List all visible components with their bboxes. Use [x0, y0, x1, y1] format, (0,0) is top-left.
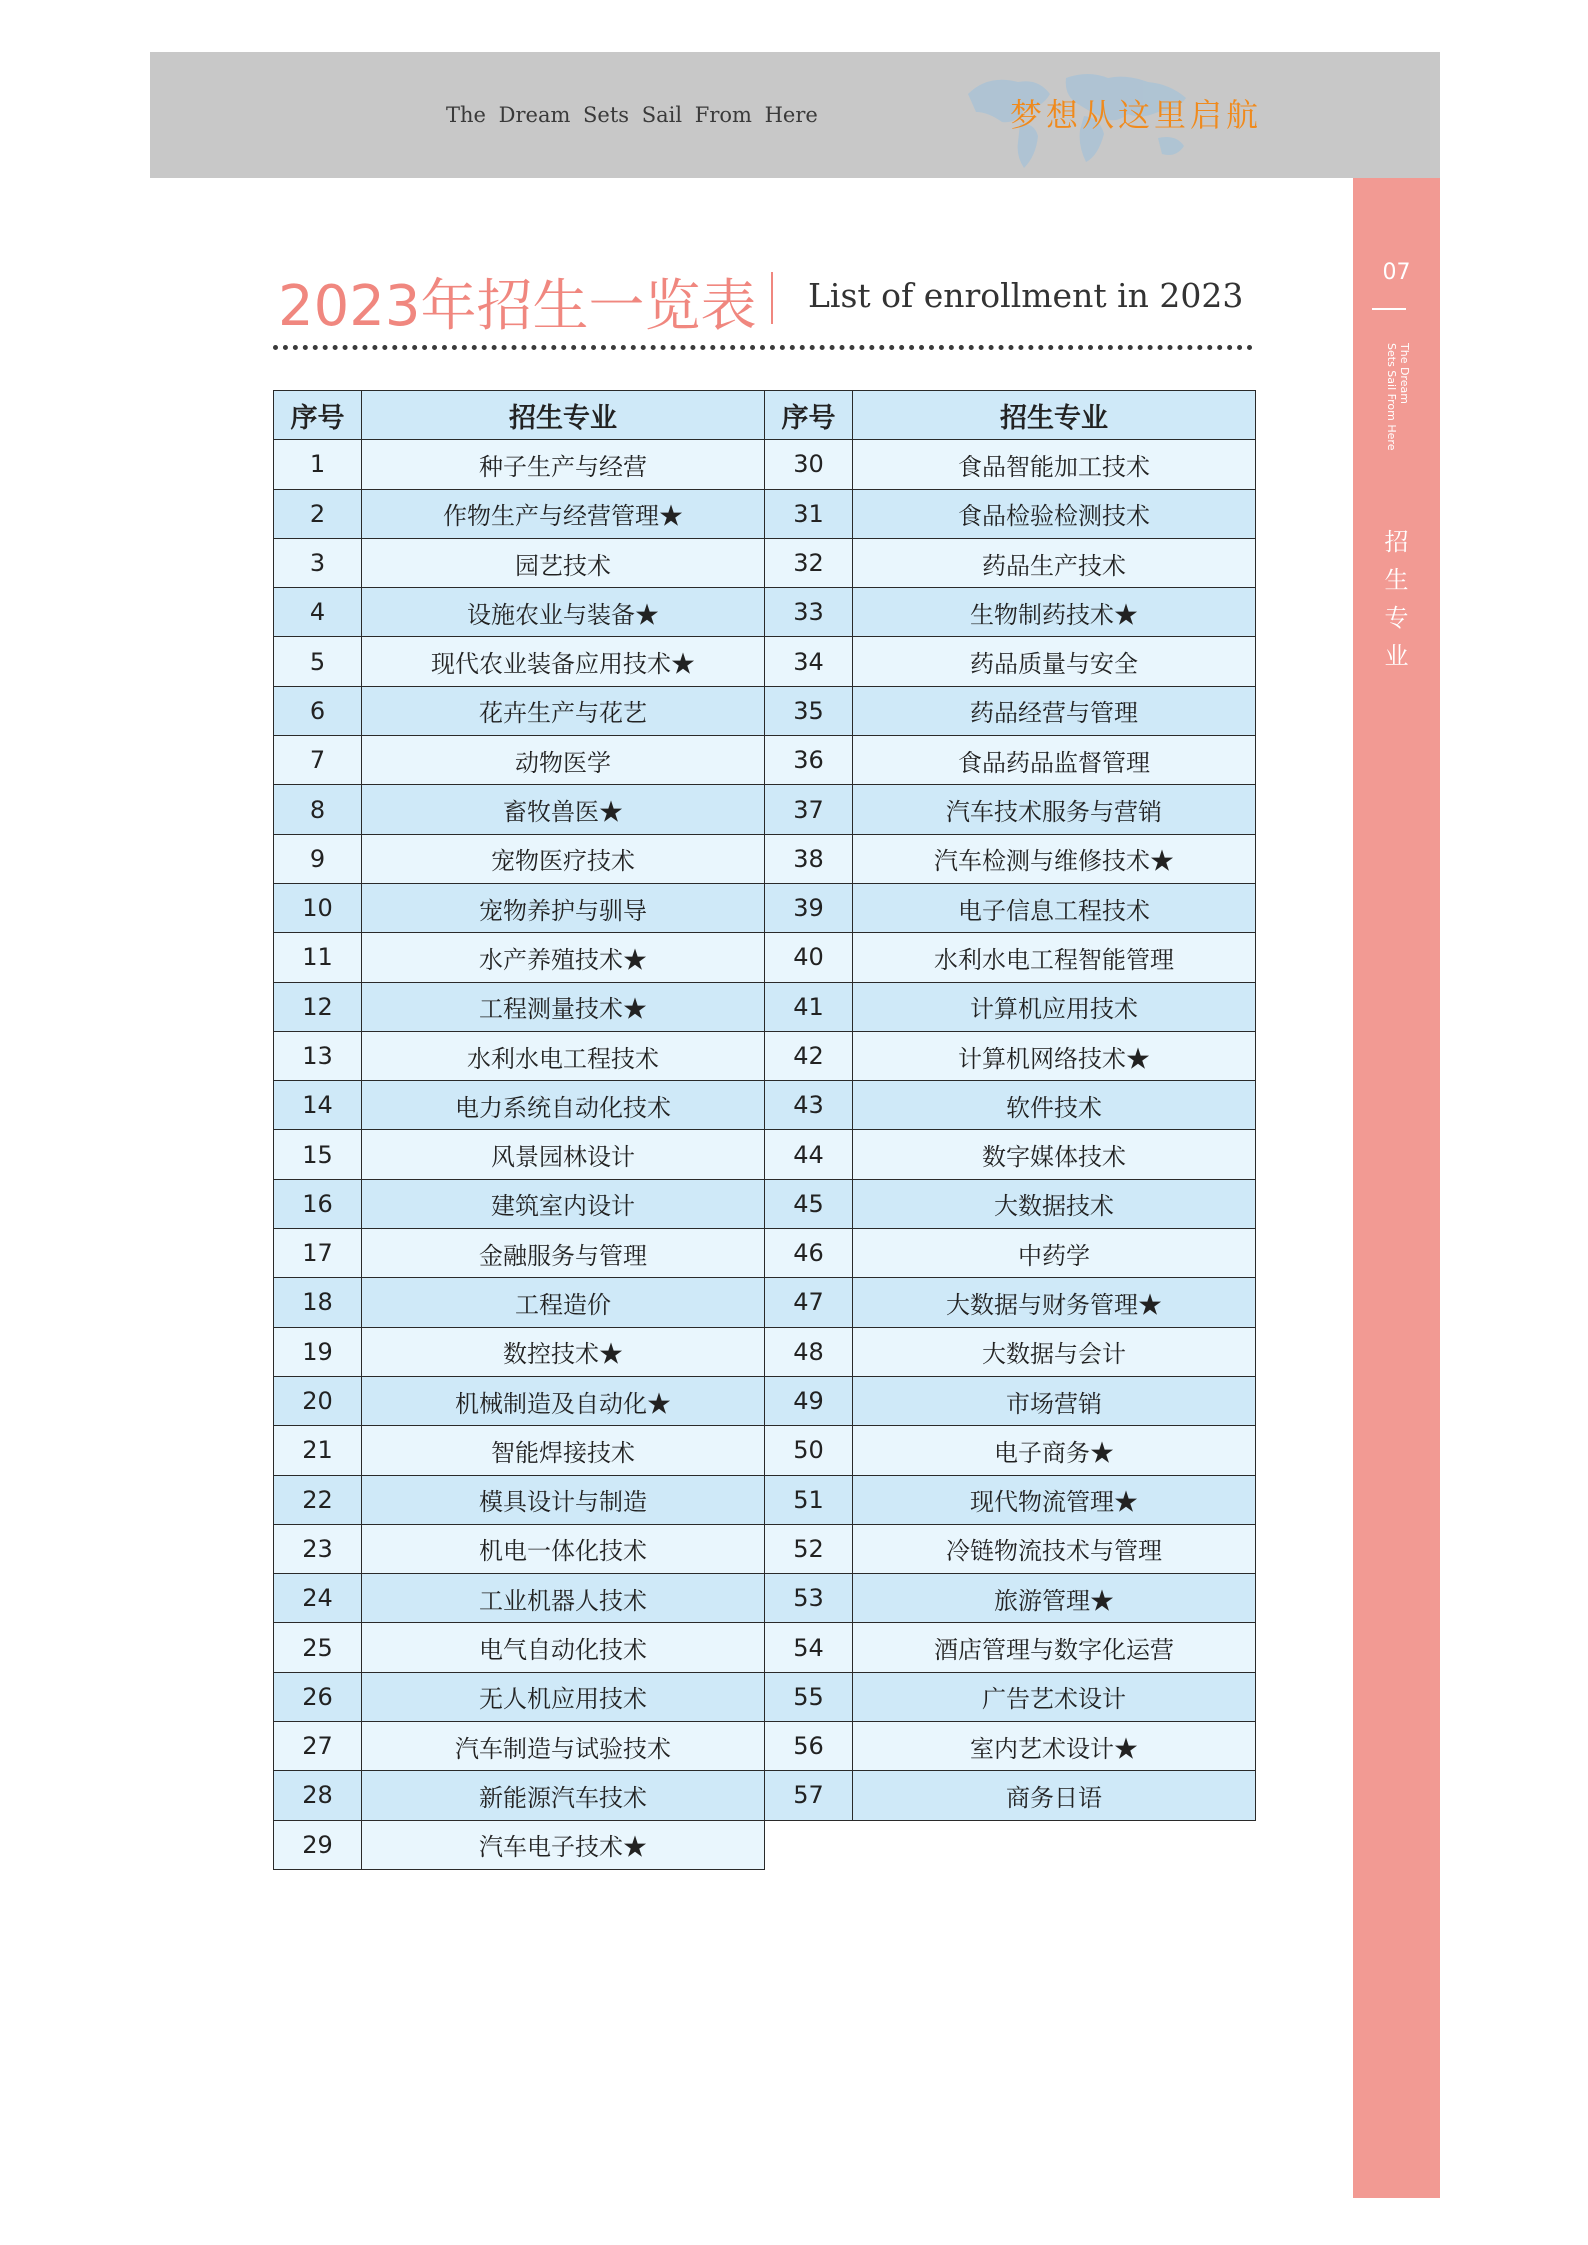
- table-row: [765, 686, 1256, 735]
- table-row: [765, 785, 1256, 834]
- sidebar: [1353, 178, 1440, 2198]
- row-number: 38: [765, 834, 853, 883]
- table-row: [765, 1672, 1256, 1721]
- major-name: 食品检验检测技术: [853, 489, 1256, 538]
- header-major: 招生专业: [853, 391, 1256, 440]
- row-number: 6: [274, 686, 362, 735]
- row-number: 18: [274, 1278, 362, 1327]
- row-number: 39: [765, 883, 853, 932]
- row-number: 53: [765, 1574, 853, 1623]
- major-name: 室内艺术设计★: [853, 1722, 1256, 1771]
- row-number: 37: [765, 785, 853, 834]
- table-row: [765, 538, 1256, 587]
- major-name: 数字媒体技术: [853, 1130, 1256, 1179]
- table-row: [274, 736, 765, 785]
- section-char: 招: [1384, 528, 1409, 556]
- table-row: [274, 1327, 765, 1376]
- row-number: 27: [274, 1722, 362, 1771]
- table-row: [765, 1623, 1256, 1672]
- major-name: 作物生产与经营管理★: [362, 489, 765, 538]
- table-row: [765, 933, 1256, 982]
- major-name: 机电一体化技术: [362, 1524, 765, 1573]
- row-number: 47: [765, 1278, 853, 1327]
- major-name: 园艺技术: [362, 538, 765, 587]
- row-number: 13: [274, 1031, 362, 1080]
- section-char: 业: [1384, 642, 1409, 670]
- table-row: [274, 440, 765, 489]
- table-row: [765, 440, 1256, 489]
- row-number: 15: [274, 1130, 362, 1179]
- table-row: [765, 637, 1256, 686]
- table-row: [274, 1179, 765, 1228]
- page-title-cn: 2023年招生一览表: [278, 274, 757, 339]
- major-name: 市场营销: [853, 1376, 1256, 1425]
- table-row: [274, 834, 765, 883]
- header-slogan-cn: 梦想从这里启航: [1010, 96, 1263, 134]
- table-row: [274, 933, 765, 982]
- page-title-en: List of enrollment in 2023: [808, 276, 1244, 315]
- table-row: [274, 1130, 765, 1179]
- table-row: [274, 1278, 765, 1327]
- row-number: 40: [765, 933, 853, 982]
- major-name: 计算机网络技术★: [853, 1031, 1256, 1080]
- major-name: 无人机应用技术: [362, 1672, 765, 1721]
- row-number: 8: [274, 785, 362, 834]
- table-row: [274, 1672, 765, 1721]
- section-char: 专: [1384, 604, 1409, 632]
- row-number: 43: [765, 1081, 853, 1130]
- row-number: 30: [765, 440, 853, 489]
- row-number: 34: [765, 637, 853, 686]
- title-separator: [771, 272, 773, 324]
- major-name: 旅游管理★: [853, 1574, 1256, 1623]
- major-name: 大数据技术: [853, 1179, 1256, 1228]
- major-name: 风景园林设计: [362, 1130, 765, 1179]
- table-row: [765, 736, 1256, 785]
- row-number: 46: [765, 1229, 853, 1278]
- major-name: 宠物医疗技术: [362, 834, 765, 883]
- row-number: 11: [274, 933, 362, 982]
- major-name: 汽车检测与维修技术★: [853, 834, 1256, 883]
- table-row: [274, 883, 765, 932]
- table-row: [274, 982, 765, 1031]
- row-number: 20: [274, 1376, 362, 1425]
- table-row: [765, 489, 1256, 538]
- table-row: [274, 785, 765, 834]
- table-row: [274, 1081, 765, 1130]
- table-row: [765, 1327, 1256, 1376]
- row-number: 51: [765, 1475, 853, 1524]
- major-name: 中药学: [853, 1229, 1256, 1278]
- page-number: 07: [1382, 260, 1411, 285]
- major-name: 建筑室内设计: [362, 1179, 765, 1228]
- major-name: 食品智能加工技术: [853, 440, 1256, 489]
- section-char: 生: [1384, 566, 1409, 594]
- major-name: 药品质量与安全: [853, 637, 1256, 686]
- major-name: 新能源汽车技术: [362, 1771, 765, 1820]
- major-name: 智能焊接技术: [362, 1426, 765, 1475]
- row-number: 45: [765, 1179, 853, 1228]
- table-row: [274, 1031, 765, 1080]
- major-name: 广告艺术设计: [853, 1672, 1256, 1721]
- major-name: 药品经营与管理: [853, 686, 1256, 735]
- table-row: [274, 1623, 765, 1672]
- row-number: 16: [274, 1179, 362, 1228]
- major-name: 水产养殖技术★: [362, 933, 765, 982]
- row-number: 50: [765, 1426, 853, 1475]
- major-name: 工程造价: [362, 1278, 765, 1327]
- sidebar-section-title: [1353, 523, 1440, 675]
- row-number: 57: [765, 1771, 853, 1820]
- table-row: [274, 1376, 765, 1425]
- header-number: 序号: [274, 391, 362, 440]
- major-name: 工程测量技术★: [362, 982, 765, 1031]
- sidebar-tagline-line2: Sets Sail From Here: [1385, 343, 1398, 451]
- row-number: 14: [274, 1081, 362, 1130]
- row-number: 10: [274, 883, 362, 932]
- row-number: 31: [765, 489, 853, 538]
- table-header-row: [765, 391, 1256, 440]
- table-row: [274, 489, 765, 538]
- major-name: 商务日语: [853, 1771, 1256, 1820]
- row-number: 4: [274, 588, 362, 637]
- table-row: [765, 1081, 1256, 1130]
- major-name: 花卉生产与花艺: [362, 686, 765, 735]
- enrollment-table-left: [273, 390, 765, 1870]
- row-number: 29: [274, 1820, 362, 1869]
- row-number: 1: [274, 440, 362, 489]
- table-row: [765, 883, 1256, 932]
- row-number: 41: [765, 982, 853, 1031]
- row-number: 32: [765, 538, 853, 587]
- row-number: 56: [765, 1722, 853, 1771]
- table-row: [765, 1574, 1256, 1623]
- major-name: 汽车制造与试验技术: [362, 1722, 765, 1771]
- row-number: 7: [274, 736, 362, 785]
- table-row: [765, 1278, 1256, 1327]
- table-row: [274, 686, 765, 735]
- row-number: 33: [765, 588, 853, 637]
- row-number: 36: [765, 736, 853, 785]
- table-row: [274, 1820, 765, 1869]
- header-major: 招生专业: [362, 391, 765, 440]
- row-number: 25: [274, 1623, 362, 1672]
- row-number: 26: [274, 1672, 362, 1721]
- major-name: 酒店管理与数字化运营: [853, 1623, 1256, 1672]
- major-name: 水利水电工程智能管理: [853, 933, 1256, 982]
- row-number: 17: [274, 1229, 362, 1278]
- row-number: 52: [765, 1524, 853, 1573]
- table-row: [274, 1574, 765, 1623]
- table-row: [765, 834, 1256, 883]
- major-name: 模具设计与制造: [362, 1475, 765, 1524]
- row-number: 28: [274, 1771, 362, 1820]
- row-number: 42: [765, 1031, 853, 1080]
- row-number: 5: [274, 637, 362, 686]
- table-row: [274, 1426, 765, 1475]
- row-number: 54: [765, 1623, 853, 1672]
- major-name: 工业机器人技术: [362, 1574, 765, 1623]
- table-row: [274, 1524, 765, 1573]
- row-number: 9: [274, 834, 362, 883]
- major-name: 畜牧兽医★: [362, 785, 765, 834]
- row-number: 55: [765, 1672, 853, 1721]
- table-row: [274, 588, 765, 637]
- table-row: [765, 1524, 1256, 1573]
- table-row: [765, 1376, 1256, 1425]
- major-name: 冷链物流技术与管理: [853, 1524, 1256, 1573]
- major-name: 电气自动化技术: [362, 1623, 765, 1672]
- enrollment-table-right: [764, 390, 1256, 1821]
- major-name: 机械制造及自动化★: [362, 1376, 765, 1425]
- dotted-divider: [273, 345, 1253, 350]
- table-row: [765, 1130, 1256, 1179]
- table-row: [765, 982, 1256, 1031]
- row-number: 44: [765, 1130, 853, 1179]
- major-name: 宠物养护与驯导: [362, 883, 765, 932]
- table-row: [765, 1771, 1256, 1820]
- major-name: 电子商务★: [853, 1426, 1256, 1475]
- major-name: 现代农业装备应用技术★: [362, 637, 765, 686]
- major-name: 设施农业与装备★: [362, 588, 765, 637]
- sidebar-tagline-line1: The Dream: [1398, 343, 1411, 404]
- table-row: [274, 1229, 765, 1278]
- table-row: [765, 1475, 1256, 1524]
- major-name: 金融服务与管理: [362, 1229, 765, 1278]
- major-name: 现代物流管理★: [853, 1475, 1256, 1524]
- major-name: 计算机应用技术: [853, 982, 1256, 1031]
- row-number: 48: [765, 1327, 853, 1376]
- header-number: 序号: [765, 391, 853, 440]
- row-number: 19: [274, 1327, 362, 1376]
- major-name: 食品药品监督管理: [853, 736, 1256, 785]
- table-row: [274, 1722, 765, 1771]
- header-slogan-en: The Dream Sets Sail From Here: [446, 103, 818, 127]
- major-name: 大数据与会计: [853, 1327, 1256, 1376]
- major-name: 汽车技术服务与营销: [853, 785, 1256, 834]
- major-name: 水利水电工程技术: [362, 1031, 765, 1080]
- table-row: [765, 1031, 1256, 1080]
- row-number: 12: [274, 982, 362, 1031]
- major-name: 电子信息工程技术: [853, 883, 1256, 932]
- row-number: 35: [765, 686, 853, 735]
- major-name: 软件技术: [853, 1081, 1256, 1130]
- table-row: [765, 1722, 1256, 1771]
- row-number: 22: [274, 1475, 362, 1524]
- table-header-row: [274, 391, 765, 440]
- table-row: [274, 538, 765, 587]
- row-number: 49: [765, 1376, 853, 1425]
- major-name: 生物制药技术★: [853, 588, 1256, 637]
- sidebar-divider: [1372, 308, 1406, 310]
- table-row: [274, 637, 765, 686]
- table-row: [765, 588, 1256, 637]
- table-row: [274, 1475, 765, 1524]
- major-name: 电力系统自动化技术: [362, 1081, 765, 1130]
- major-name: 动物医学: [362, 736, 765, 785]
- row-number: 3: [274, 538, 362, 587]
- row-number: 23: [274, 1524, 362, 1573]
- table-row: [765, 1426, 1256, 1475]
- table-row: [274, 1771, 765, 1820]
- table-row: [765, 1179, 1256, 1228]
- row-number: 2: [274, 489, 362, 538]
- major-name: 大数据与财务管理★: [853, 1278, 1256, 1327]
- major-name: 药品生产技术: [853, 538, 1256, 587]
- row-number: 24: [274, 1574, 362, 1623]
- major-name: 数控技术★: [362, 1327, 765, 1376]
- row-number: 21: [274, 1426, 362, 1475]
- sidebar-tagline: [1385, 343, 1411, 450]
- major-name: 种子生产与经营: [362, 440, 765, 489]
- table-row: [765, 1229, 1256, 1278]
- major-name: 汽车电子技术★: [362, 1820, 765, 1869]
